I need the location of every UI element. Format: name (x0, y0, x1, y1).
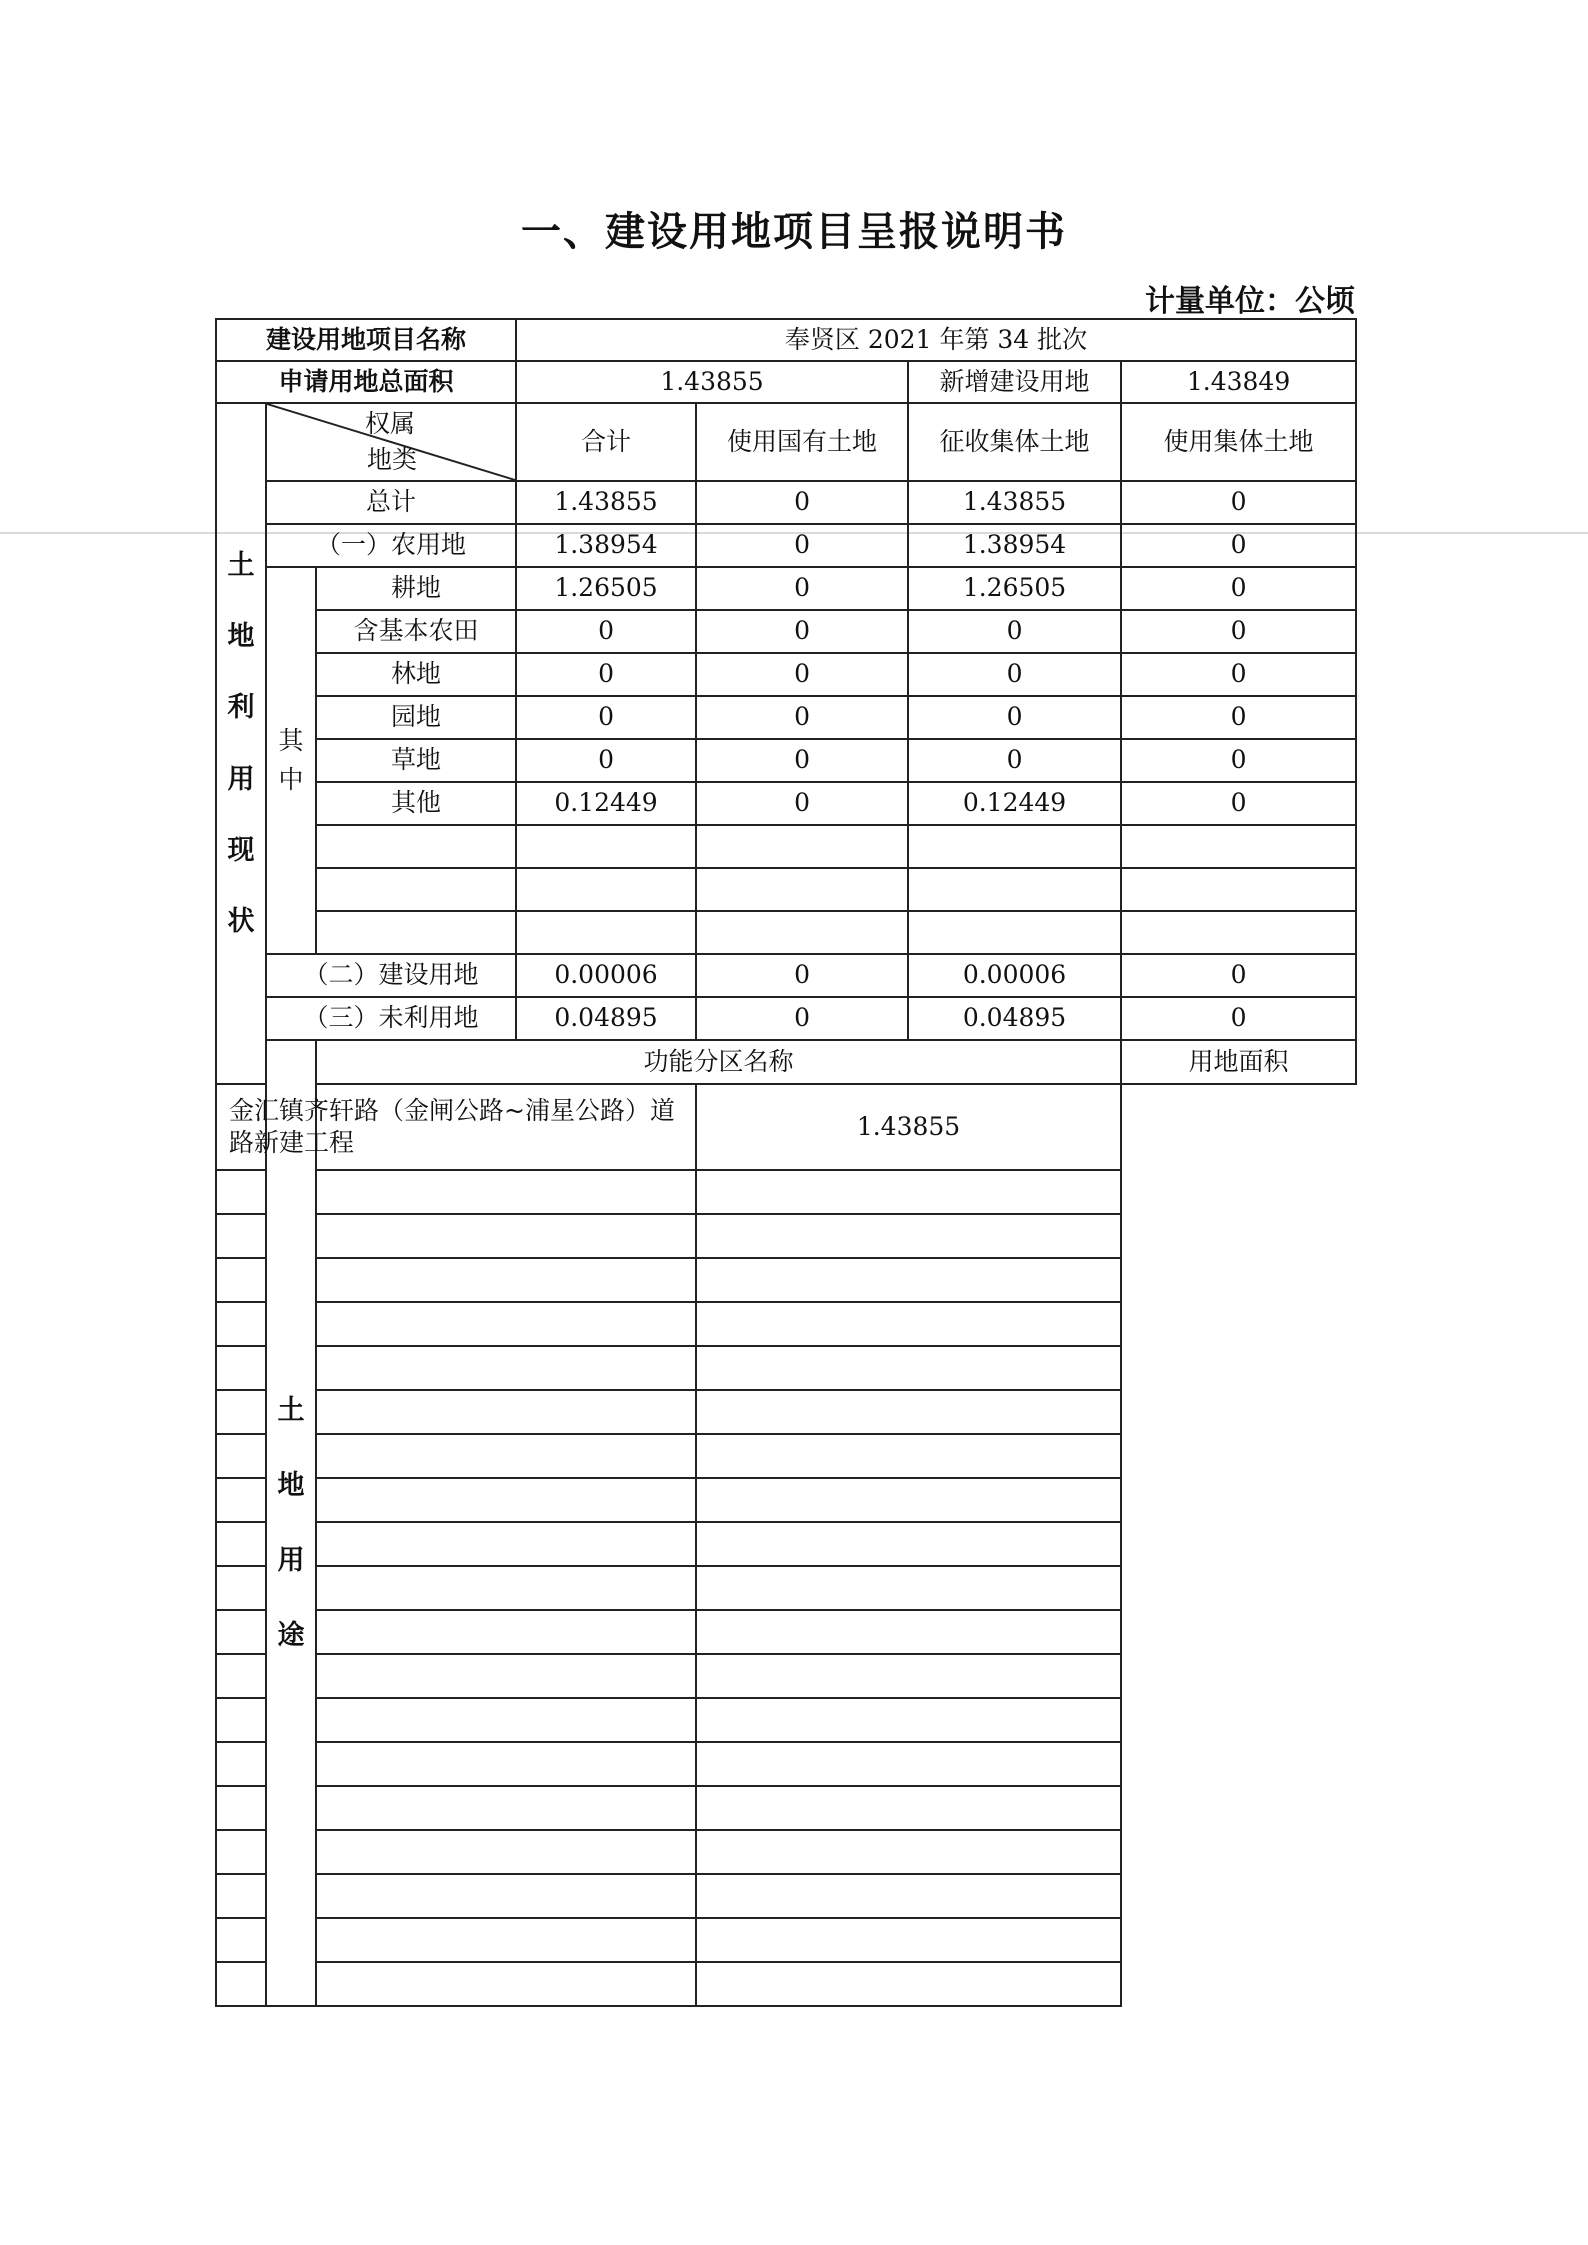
empty-cell (696, 1522, 1121, 1566)
empty-row (216, 1566, 1356, 1610)
cell-value: 0 (1121, 696, 1356, 739)
report-table (215, 318, 1357, 2007)
cell-value: 0 (1121, 610, 1356, 653)
cell-value: 0 (908, 696, 1121, 739)
col-header-collective-used: 使用集体土地 (1121, 403, 1356, 481)
row-label: 草地 (316, 739, 516, 782)
cell-value: 0 (516, 696, 696, 739)
empty-cell (696, 1478, 1121, 1522)
empty-cell (696, 1786, 1121, 1830)
sub-group-char: 中 (278, 764, 304, 794)
empty-cell (216, 1346, 696, 1390)
cell-value: 0.04895 (516, 997, 696, 1040)
side-char: 利 (227, 692, 255, 724)
cell-value: 0 (696, 782, 908, 825)
empty-cell (216, 1918, 696, 1962)
zone-area-value: 1.43855 (696, 1084, 1121, 1170)
empty-cell (216, 1962, 696, 2006)
empty-cell (1121, 911, 1356, 954)
empty-cell (696, 1566, 1121, 1610)
empty-cell (216, 1654, 696, 1698)
row-label: （一）农用地 (266, 524, 516, 567)
empty-row (216, 1610, 1356, 1654)
empty-row (216, 1478, 1356, 1522)
empty-cell (696, 1918, 1121, 1962)
cell-value: 0 (516, 653, 696, 696)
cell-value: 0 (1121, 524, 1356, 567)
table-row (216, 696, 1356, 739)
empty-cell (696, 1654, 1121, 1698)
empty-cell (696, 1390, 1121, 1434)
land-status-side-label (216, 403, 266, 1084)
side-char: 用 (227, 763, 255, 795)
empty-cell (696, 1434, 1121, 1478)
zone-name-value: 金汇镇齐轩路（金闸公路~浦星公路）道路新建工程 (216, 1084, 696, 1170)
empty-cell (696, 1698, 1121, 1742)
cell-value: 0 (516, 610, 696, 653)
empty-cell (696, 1258, 1121, 1302)
sub-group-label (266, 567, 316, 954)
empty-cell (216, 1742, 696, 1786)
empty-row (216, 1786, 1356, 1830)
row-label: 总计 (266, 481, 516, 524)
cell-value: 0 (696, 997, 908, 1040)
empty-row (216, 1346, 1356, 1390)
empty-cell (316, 868, 516, 911)
side-char: 途 (277, 1620, 305, 1652)
cell-value: 0 (1121, 739, 1356, 782)
empty-cell (908, 868, 1121, 911)
cell-value: 0 (696, 653, 908, 696)
col-header-zone-name: 功能分区名称 (316, 1040, 1121, 1084)
empty-row (216, 1698, 1356, 1742)
side-char: 用 (277, 1545, 305, 1576)
cell-value: 0.00006 (516, 954, 696, 997)
cell-value: 0.12449 (908, 782, 1121, 825)
unit-label: 计量单位：公顷 (1145, 284, 1355, 319)
empty-cell (216, 1698, 696, 1742)
cell-value: 0 (1121, 567, 1356, 610)
empty-cell (696, 1346, 1121, 1390)
diag-top-label: 权属 (365, 409, 416, 438)
diagonal-header-cell (266, 403, 516, 481)
empty-row (216, 825, 1356, 868)
row-label: 其他 (316, 782, 516, 825)
cell-value: 0 (696, 481, 908, 524)
empty-row (216, 1918, 1356, 1962)
empty-cell (908, 825, 1121, 868)
cell-value: 0 (696, 610, 908, 653)
table-row (216, 524, 1356, 567)
empty-cell (216, 1214, 696, 1258)
table-row (216, 997, 1356, 1040)
new-construction-value: 1.43849 (1121, 361, 1356, 403)
row-label: （二）建设用地 (266, 954, 516, 997)
row-label: 园地 (316, 696, 516, 739)
empty-cell (696, 1214, 1121, 1258)
cell-value: 1.43855 (908, 481, 1121, 524)
cell-value: 0 (696, 696, 908, 739)
empty-row (216, 1170, 1356, 1214)
diag-bottom-label: 地类 (367, 444, 418, 474)
project-name-row (216, 319, 1356, 361)
empty-row (216, 1654, 1356, 1698)
side-char: 土 (277, 1394, 305, 1426)
cell-value: 1.26505 (908, 567, 1121, 610)
cell-value: 0 (908, 653, 1121, 696)
empty-cell (216, 1258, 696, 1302)
empty-cell (216, 1170, 696, 1214)
side-char: 土 (227, 550, 255, 582)
total-area-label: 申请用地总面积 (216, 361, 516, 403)
cell-value: 1.38954 (908, 524, 1121, 567)
total-area-value: 1.43855 (516, 361, 908, 403)
empty-cell (316, 911, 516, 954)
empty-cell (696, 1610, 1121, 1654)
cell-value: 0.00006 (908, 954, 1121, 997)
cell-value: 0 (696, 739, 908, 782)
cell-value: 1.26505 (516, 567, 696, 610)
empty-cell (1121, 825, 1356, 868)
side-char: 地 (277, 1469, 305, 1501)
empty-cell (216, 1302, 696, 1346)
new-construction-label: 新增建设用地 (908, 361, 1121, 403)
col-header-collective-expropriated: 征收集体土地 (908, 403, 1121, 481)
empty-row (216, 1214, 1356, 1258)
empty-cell (516, 825, 696, 868)
page-title: 一、建设用地项目呈报说明书 (521, 209, 1067, 255)
empty-row (216, 1302, 1356, 1346)
empty-row (216, 1962, 1356, 2006)
table-row (216, 481, 1356, 524)
empty-cell (696, 1830, 1121, 1874)
row-label: （三）未利用地 (266, 997, 516, 1040)
empty-cell (696, 868, 908, 911)
table-row (216, 610, 1356, 653)
project-name-value: 奉贤区 2021 年第 34 批次 (516, 319, 1356, 361)
cell-value: 0 (1121, 653, 1356, 696)
empty-cell (696, 1170, 1121, 1214)
empty-cell (696, 1962, 1121, 2006)
empty-cell (216, 1830, 696, 1874)
project-area-row (216, 361, 1356, 403)
empty-row (216, 1390, 1356, 1434)
cell-value: 0 (696, 524, 908, 567)
cell-value: 0.04895 (908, 997, 1121, 1040)
empty-cell (696, 825, 908, 868)
cell-value: 0 (908, 739, 1121, 782)
cell-value: 0 (516, 739, 696, 782)
empty-row (216, 1874, 1356, 1918)
empty-cell (216, 1786, 696, 1830)
empty-cell (216, 1874, 696, 1918)
row-label: 林地 (316, 653, 516, 696)
empty-cell (696, 911, 908, 954)
side-char: 现 (227, 834, 255, 866)
empty-cell (1121, 868, 1356, 911)
empty-cell (696, 1302, 1121, 1346)
cell-value: 0 (1121, 997, 1356, 1040)
sub-group-char: 其 (278, 726, 304, 755)
empty-cell (696, 1874, 1121, 1918)
cell-value: 0 (1121, 782, 1356, 825)
empty-row (216, 1742, 1356, 1786)
cell-value: 0 (696, 954, 908, 997)
empty-row (216, 1258, 1356, 1302)
project-name-label: 建设用地项目名称 (216, 319, 516, 361)
table-row (216, 653, 1356, 696)
report-table-wrapper (215, 318, 1355, 2007)
empty-cell (516, 868, 696, 911)
cell-value: 1.43855 (516, 481, 696, 524)
side-char: 地 (227, 621, 255, 653)
col-header-state-land: 使用国有土地 (696, 403, 908, 481)
purpose-header-row (216, 1040, 1356, 1084)
cell-value: 0 (1121, 481, 1356, 524)
empty-cell (696, 1742, 1121, 1786)
table-row (216, 739, 1356, 782)
purpose-row (216, 1084, 1356, 1170)
empty-row (216, 1830, 1356, 1874)
empty-row (216, 1522, 1356, 1566)
table-row (216, 954, 1356, 997)
table-row (216, 782, 1356, 825)
side-char: 状 (227, 905, 255, 937)
cell-value: 0 (908, 610, 1121, 653)
empty-row (216, 868, 1356, 911)
status-header-row (216, 403, 1356, 481)
empty-row (216, 911, 1356, 954)
empty-cell (908, 911, 1121, 954)
empty-row (216, 1434, 1356, 1478)
row-label: 含基本农田 (316, 610, 516, 653)
cell-value: 1.38954 (516, 524, 696, 567)
row-label: 耕地 (316, 567, 516, 610)
col-header-total: 合计 (516, 403, 696, 481)
col-header-land-area: 用地面积 (1121, 1040, 1356, 1084)
cell-value: 0 (696, 567, 908, 610)
empty-cell (316, 825, 516, 868)
cell-value: 0 (1121, 954, 1356, 997)
table-row (216, 567, 1356, 610)
cell-value: 0.12449 (516, 782, 696, 825)
empty-cell (516, 911, 696, 954)
